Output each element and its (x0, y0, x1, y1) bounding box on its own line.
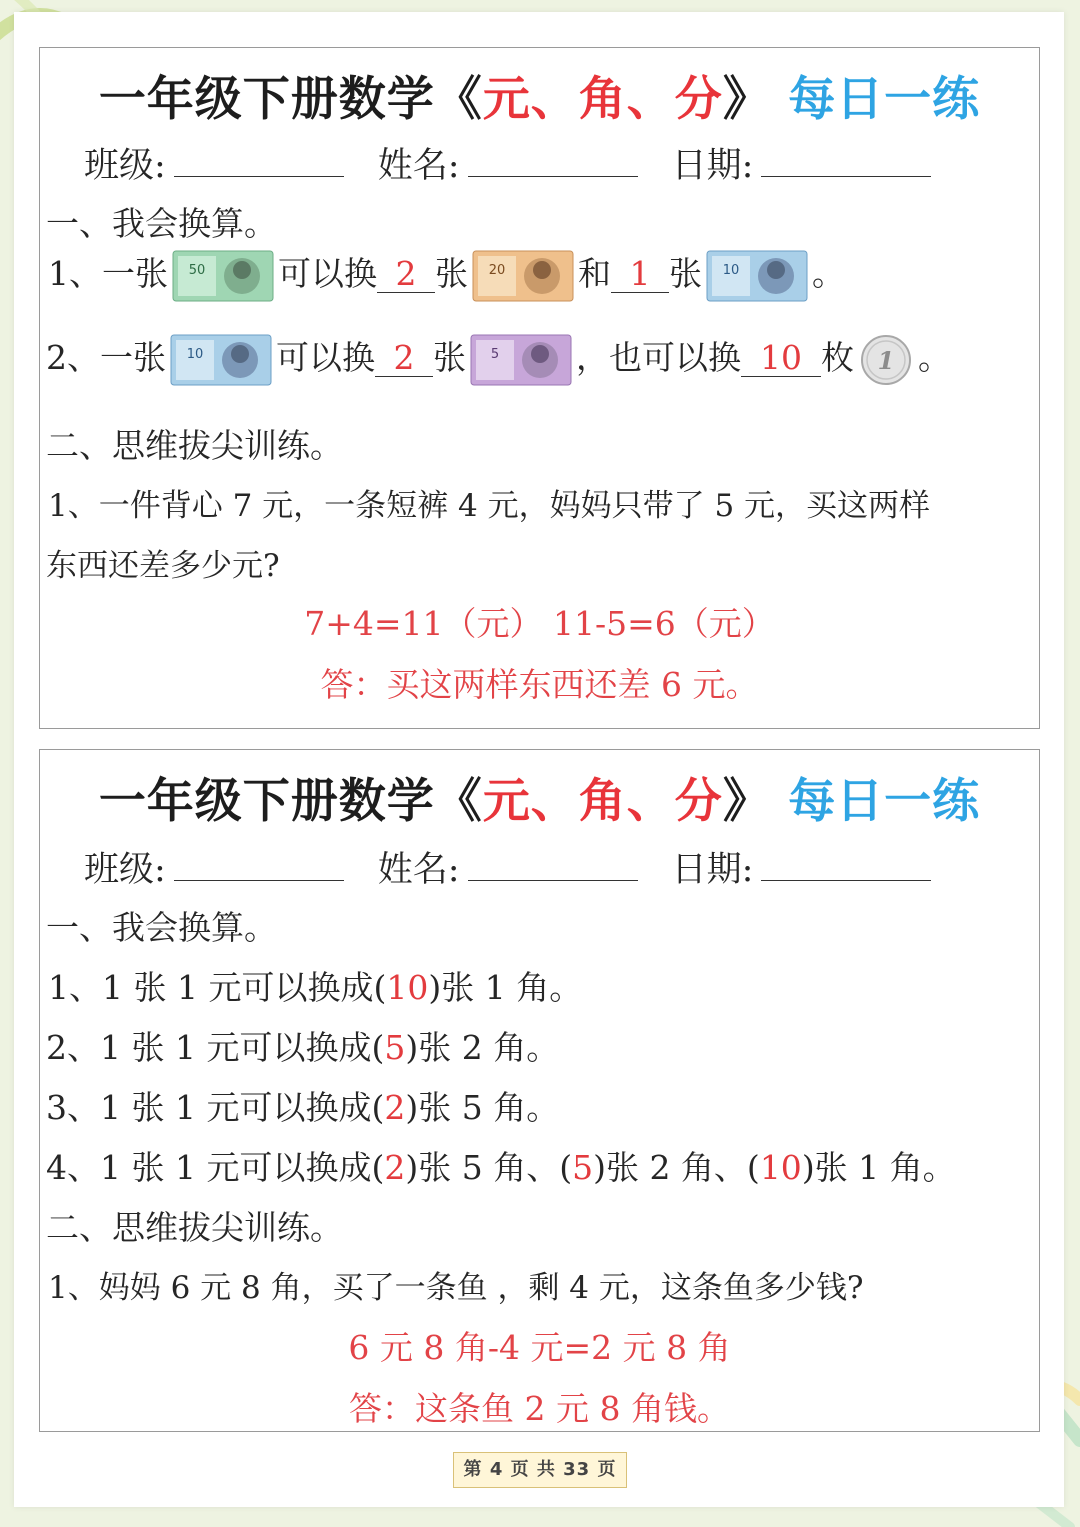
answer-value[interactable]: 10 (759, 1148, 802, 1187)
answer-value[interactable]: 5 (384, 1028, 406, 1067)
class-field[interactable] (174, 144, 344, 177)
name-field[interactable] (468, 144, 638, 177)
answer-sentence: 答：这条鱼 2 元 8 角钱。 (349, 1389, 730, 1428)
coin-1-yuan-icon (860, 334, 912, 386)
svg-text:10: 10 (722, 263, 740, 278)
banknote-10-yuan-icon (170, 332, 272, 388)
word-problem-line: 东西还差多少元? (46, 548, 280, 584)
svg-text:50: 50 (188, 263, 206, 278)
svg-text:10: 10 (186, 347, 204, 362)
answer-blank[interactable]: 10 (741, 340, 821, 377)
page-indicator: 第 4 页 共 33 页 (453, 1452, 627, 1488)
class-field[interactable] (174, 848, 344, 881)
question-2: 2、一张 10 可以换 2 张 5 ，也可以换 10 枚 1 。 (46, 332, 951, 388)
name-label: 姓名: (377, 850, 460, 890)
answer-value[interactable]: 10 (386, 968, 429, 1007)
question-1: 1、一张 50 可以换 2 张 20 和 1 张 10 。 (48, 248, 845, 304)
date-label: 日期: (671, 850, 754, 890)
class-label: 班级: (84, 850, 166, 890)
section-heading: 二、思维拔尖训练。 (46, 1208, 343, 1247)
answer-blank[interactable]: 2 (377, 256, 435, 293)
worksheet-panel-1 (39, 47, 1040, 729)
name-label: 姓名: (377, 146, 460, 186)
answer-blank[interactable]: 1 (611, 256, 669, 293)
banknote-5-yuan-icon (470, 332, 572, 388)
answer-blank[interactable]: 2 (375, 340, 433, 377)
student-info-row (84, 842, 931, 892)
date-label: 日期: (671, 146, 754, 186)
banknote-20-yuan-icon (472, 248, 574, 304)
banknote-50-yuan-icon (172, 248, 274, 304)
conversion-item: 2、1 张 1 元可以换成(5)张 2 角。 (46, 1028, 560, 1067)
section-heading: 一、我会换算。 (46, 908, 277, 947)
date-field[interactable] (761, 144, 931, 177)
answer-value[interactable]: 5 (572, 1148, 594, 1187)
conversion-item: 1、1 张 1 元可以换成(10)张 1 角。 (48, 968, 583, 1007)
section-heading: 一、我会换算。 (46, 204, 277, 243)
conversion-item: 4、1 张 1 元可以换成(2)张 5 角、(5)张 2 角、(10)张 1 角。 (46, 1148, 956, 1187)
solution-equation: 7+4=11（元） 11-5=6（元） (304, 604, 775, 643)
svg-text:1: 1 (877, 346, 895, 375)
section-heading: 二、思维拔尖训练。 (46, 426, 343, 465)
worksheet-title: 一年级下册数学《元、角、分》 每日一练 (98, 72, 981, 127)
svg-text:5: 5 (490, 347, 500, 362)
class-label: 班级: (84, 146, 166, 186)
worksheet-panel-2 (39, 749, 1040, 1432)
answer-sentence: 答：买这两样东西还差 6 元。 (320, 665, 759, 704)
word-problem-line: 1、妈妈 6 元 8 角，买了一条鱼 ，剩 4 元，这条鱼多少钱? (48, 1270, 864, 1306)
name-field[interactable] (468, 848, 638, 881)
solution-equation: 6 元 8 角-4 元=2 元 8 角 (348, 1328, 731, 1367)
svg-text:20: 20 (488, 263, 506, 278)
answer-value[interactable]: 2 (384, 1148, 406, 1187)
answer-value[interactable]: 2 (384, 1088, 406, 1127)
word-problem-line: 1、一件背心 7 元，一条短裤 4 元，妈妈只带了 5 元，买这两样 (48, 488, 931, 524)
banknote-10-yuan-icon (706, 248, 808, 304)
date-field[interactable] (761, 848, 931, 881)
student-info-row (84, 138, 931, 188)
conversion-item: 3、1 张 1 元可以换成(2)张 5 角。 (46, 1088, 560, 1127)
worksheet-title: 一年级下册数学《元、角、分》 每日一练 (98, 774, 981, 829)
